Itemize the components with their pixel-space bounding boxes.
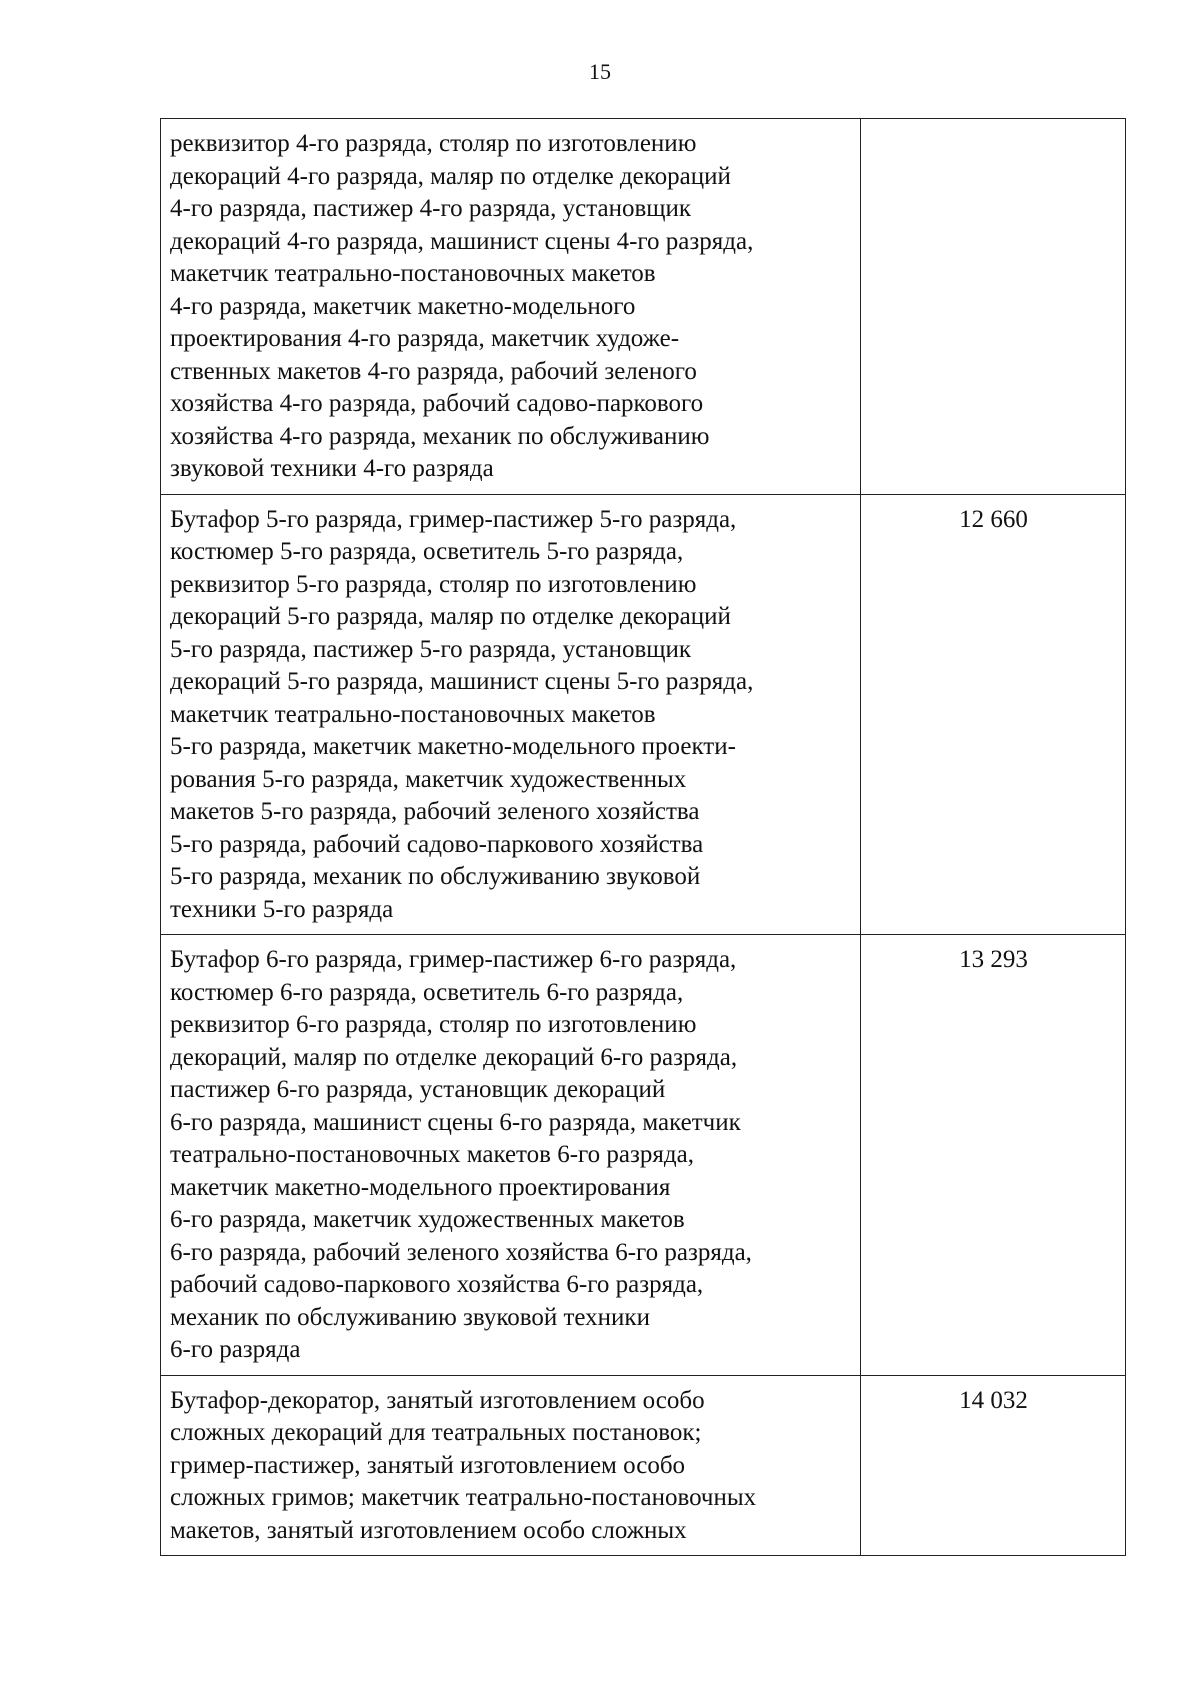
description-line: реквизитор 4-го разряда, столяр по изготовлению [170,130,697,157]
description-line: 5-го разряда, пастижер 5-го разряда, установщик [170,635,692,663]
description-line: Бутафор-декоратор, занятый изготовлением особо [170,1386,705,1414]
position-description-cell [161,119,861,495]
description-line: 5-го разряда, механик по обслуживанию звуковой [170,863,701,890]
salary-value: 13 293 [959,946,1028,973]
description-line: хозяйства 4-го разряда, рабочий садово-паркового [170,390,704,417]
description-line: 5-го разряда, макетчик макетно-модельного проекти- [170,733,736,760]
description-line: пастижер 6-го разряда, установщик декораций [170,1076,666,1103]
description-line: Бутафор 6-го разряда, гример-пастижер 6-го разряда, [170,946,737,973]
description-line: декораций 4-го разряда, машинист сцены 4-го разряда, [170,227,754,255]
description-line: реквизитор 6-го разряда, столяр по изготовлению [170,1011,697,1038]
description-line: костюмер 6-го разряда, осветитель 6-го разряда, [170,978,684,1006]
description-line: сложных гримов; макетчик театрально-постановочных [170,1484,757,1511]
description-line: рования 5-го разряда, макетчик художественных [170,765,687,793]
description-line: механик по обслуживанию звуковой техники [170,1303,650,1331]
description-line: звуковой техники 4-го разряда [170,455,494,482]
description-line: макетов 5-го разряда, рабочий зеленого хозяйства [170,798,700,825]
table-row [161,494,1126,935]
description-line: 6-го разряда, машинист сцены 6-го разряда, макетчик [170,1108,741,1136]
description-line: 4-го разряда, макетчик макетно-модельного [170,292,636,320]
description-line: макетчик макетно-модельного проектирования [170,1173,671,1201]
description-line: техники 5-го разряда [170,895,394,923]
table-row [161,935,1126,1376]
salary-value-cell [861,119,1126,495]
salary-value: 12 660 [959,505,1028,533]
salary-value-cell [861,1375,1126,1556]
salary-value-cell [861,935,1126,1376]
description-line: 4-го разряда, пастижер 4-го разряда, установщик [170,195,692,222]
description-line: декораций 4-го разряда, маляр по отделке декораций [170,162,731,190]
description-line: сложных декораций для театральных постановок; [170,1419,702,1446]
position-description-cell [161,935,861,1376]
description-line: костюмер 5-го разряда, осветитель 5-го разряда, [170,538,684,565]
description-line: макетчик театрально-постановочных макетов [170,260,656,287]
salary-table [160,118,1126,1556]
description-line: макетчик театрально-постановочных макетов [170,700,656,728]
table-body [161,119,1126,1556]
table-row [161,119,1126,495]
position-description-cell [161,1375,861,1556]
description-line: 6-го разряда [170,1336,301,1363]
description-line: рабочий садово-паркового хозяйства 6-го разряда, [170,1271,704,1298]
description-line: театрально-постановочных макетов 6-го разряда, [170,1141,694,1168]
description-line: декораций 5-го разряда, машинист сцены 5-го разряда, [170,668,754,695]
description-line: декораций 5-го разряда, маляр по отделке декораций [170,603,731,630]
description-line: проектирования 4-го разряда, макетчик художе- [170,325,680,352]
description-line: реквизитор 5-го разряда, столяр по изготовлению [170,570,697,598]
description-line: 6-го разряда, рабочий зеленого хозяйства 6-го разряда, [170,1238,752,1266]
salary-value: 14 032 [959,1386,1028,1414]
description-line: 6-го разряда, макетчик художественных макетов [170,1206,685,1233]
table-row [161,1375,1126,1556]
salary-value-cell [861,494,1126,935]
description-line: гример-пастижер, занятый изготовлением особо [170,1451,686,1479]
page-number: 15 [589,59,611,84]
description-line: 5-го разряда, рабочий садово-паркового хозяйства [170,830,704,858]
description-line: декораций, маляр по отделке декораций 6-го разряда, [170,1043,738,1071]
description-line: хозяйства 4-го разряда, механик по обслуживанию [170,422,710,450]
description-line: макетов, занятый изготовлением особо сложных [170,1516,687,1544]
description-line: ственных макетов 4-го разряда, рабочий зеленого [170,357,697,385]
description-line: Бутафор 5-го разряда, гример-пастижер 5-го разряда, [170,505,737,533]
position-description-cell [161,494,861,935]
